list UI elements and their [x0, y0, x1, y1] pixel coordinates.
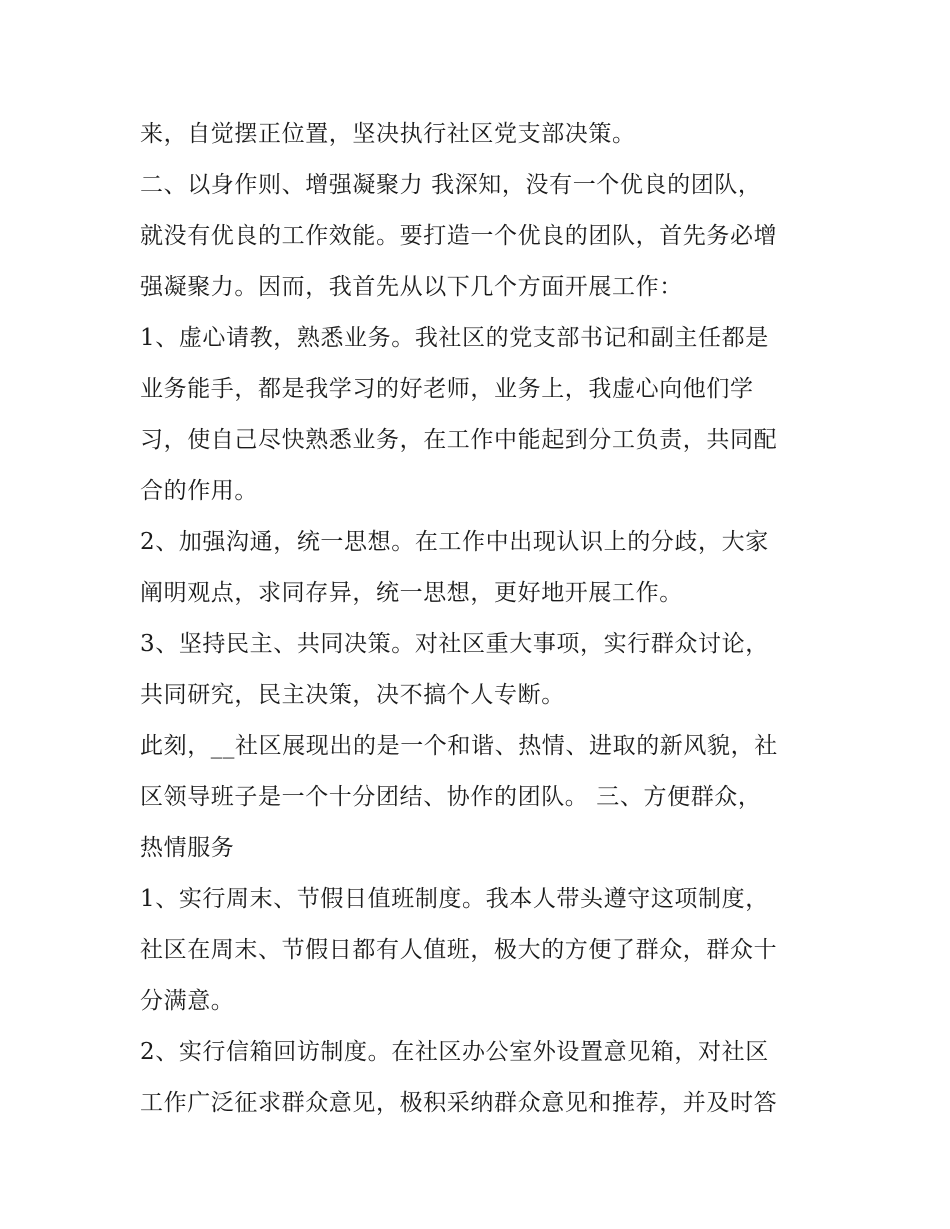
text-line: 来，自觉摆正位置，坚决执行社区党支部决策。 [140, 121, 636, 147]
text-line: 3、坚持民主、共同决策。对社区重大事项，实行群众讨论， [140, 631, 769, 657]
text-line: 热情服务 [140, 835, 235, 861]
text-line: 习，使自己尽快熟悉业务，在工作中能起到分工负责，共同配 [140, 427, 778, 453]
text-line: 工作广泛征求群众意见，极积采纳群众意见和推荐，并及时答 [140, 1090, 778, 1116]
text-line: 1、虚心请教，熟悉业务。我社区的党支部书记和副主任都是 [140, 325, 769, 351]
text-line: 业务能手，都是我学习的好老师，业务上，我虚心向他们学 [140, 376, 754, 402]
text-line: 强凝聚力。因而，我首先从以下几个方面开展工作： [140, 274, 683, 300]
text-line: 1、实行周末、节假日值班制度。我本人带头遵守这项制度， [140, 886, 769, 912]
text-line: 2、实行信箱回访制度。在社区办公室外设置意见箱，对社区 [140, 1039, 769, 1065]
text-line: 阐明观点，求同存异，统一思想，更好地开展工作。 [140, 580, 683, 606]
text-line: 二、以身作则、增强凝聚力 我深知，没有一个优良的团队， [140, 172, 762, 198]
text-line: 共同研究，民主决策，决不搞个人专断。 [140, 682, 565, 708]
text-line: 区领导班子是一个十分团结、协作的团队。 三、方便群众， [140, 784, 762, 810]
document-body [140, 109, 830, 1129]
text-line: 合的作用。 [140, 478, 258, 504]
text-line: 就没有优良的工作效能。要打造一个优良的团队，首先务必增 [140, 223, 778, 249]
text-line: 2、加强沟通，统一思想。在工作中出现认识上的分歧，大家 [140, 529, 769, 555]
text-line: 社区在周末、节假日都有人值班，极大的方便了群众，群众十 [140, 937, 778, 963]
text-line: 此刻，__社区展现出的是一个和谐、热情、进取的新风貌，社 [140, 733, 778, 759]
text-line: 分满意。 [140, 988, 235, 1014]
